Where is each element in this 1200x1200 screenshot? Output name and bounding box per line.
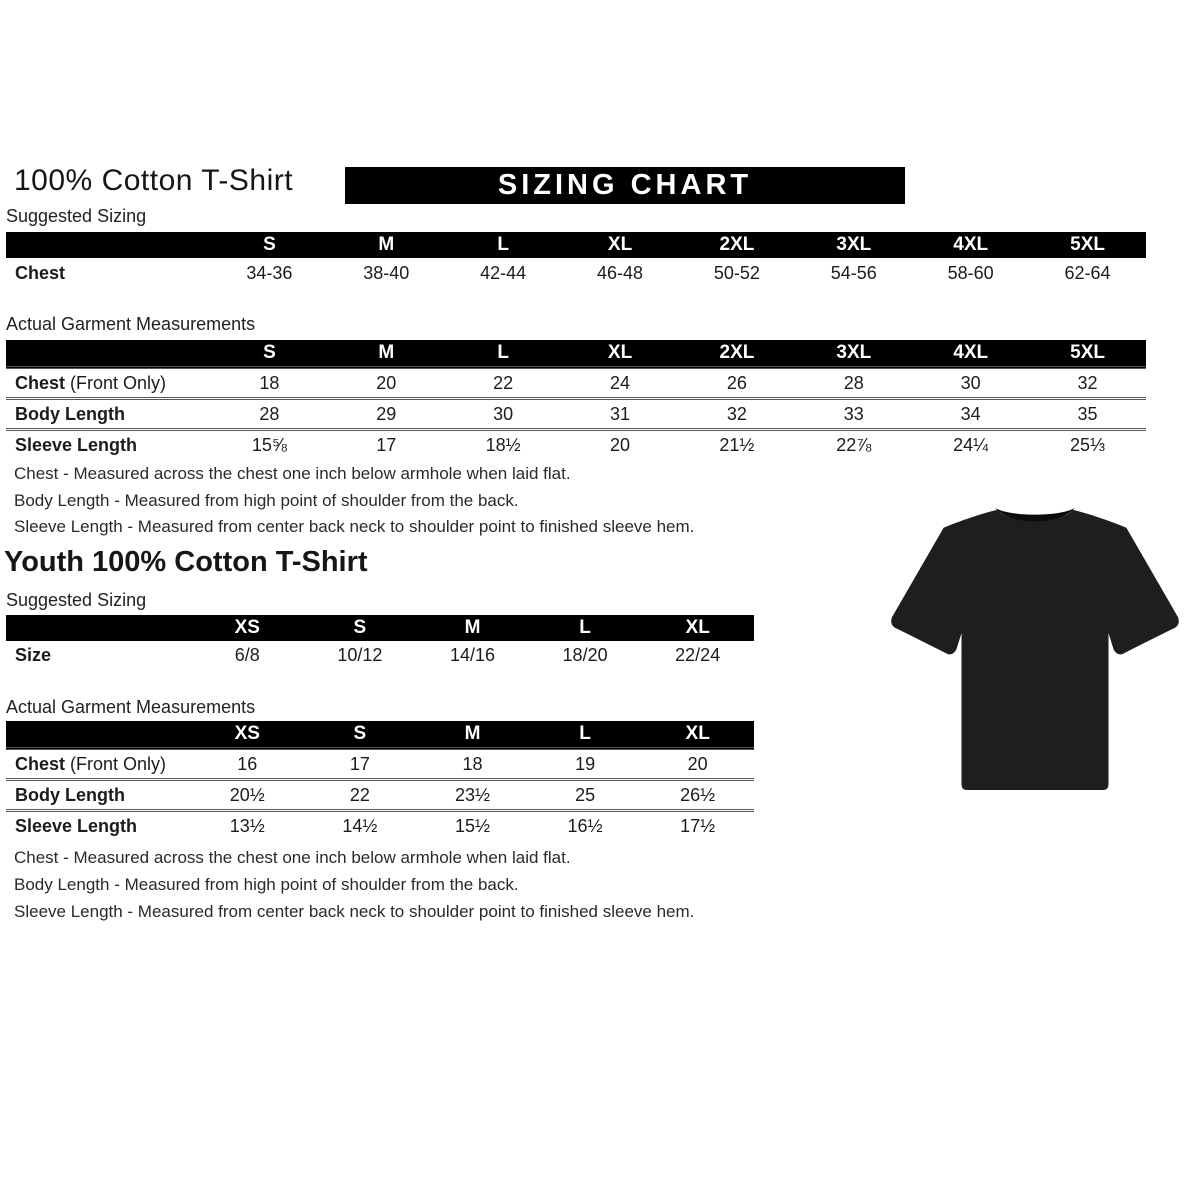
row-label: Chest (15, 262, 66, 283)
size-header-row (6, 721, 754, 749)
header-corner-cell (6, 232, 211, 258)
measurement-cell: 19 (529, 749, 642, 780)
size-column-header-3xl: 3XL (795, 232, 912, 258)
measurement-cell: 14/16 (449, 645, 495, 665)
black-tshirt-image (886, 490, 1184, 802)
size-column-header-xl: XL (641, 721, 754, 749)
measurement-cell: 22 (304, 780, 417, 811)
measurement-cell: 22/24 (675, 645, 721, 665)
measurement-row (6, 811, 754, 841)
measurement-cell: 26½ (641, 780, 754, 811)
measurement-cell: 6/8 (234, 645, 260, 665)
size-column-header-l: L (529, 615, 642, 641)
note-sleeve-length: Sleeve Length - Measured from center back neck to shoulder point to finished sleeve hem. (14, 902, 695, 921)
measurement-cell: 25⅓ (1029, 430, 1146, 460)
measurement-cell: 18 (211, 368, 328, 399)
measurement-cell: 28 (795, 368, 912, 399)
row-label: Chest (Front Only) (6, 749, 191, 780)
row-label: Size (15, 645, 52, 665)
measurement-cell: 26 (679, 368, 796, 399)
measurement-cell: 17½ (641, 811, 754, 841)
row-label: Chest (Front Only) (6, 368, 211, 399)
note-sleeve-length: Sleeve Length - Measured from center back neck to shoulder point to finished sleeve hem. (14, 517, 695, 536)
size-column-header-s: S (304, 721, 417, 749)
measurement-row (6, 749, 754, 780)
measurement-cell: 20 (641, 749, 754, 780)
row-label: Body Length (6, 780, 191, 811)
youth-actual-measurements-table (6, 721, 754, 840)
measurement-cell: 20 (562, 430, 679, 460)
measurement-row (6, 780, 754, 811)
youth-measurement-notes (14, 844, 694, 925)
size-column-header-l: L (445, 340, 562, 368)
measurement-row (6, 258, 1146, 288)
measurement-cell: 18½ (445, 430, 562, 460)
measurement-row (6, 368, 1146, 399)
measurement-cell: 24 (562, 368, 679, 399)
row-label: Sleeve Length (6, 811, 191, 841)
size-column-header-s: S (211, 232, 328, 258)
size-column-header-s: S (304, 615, 417, 641)
youth-section-title: Youth 100% Cotton T-Shirt (4, 546, 368, 578)
measurement-cell: 20½ (191, 780, 304, 811)
measurement-cell: 15½ (416, 811, 529, 841)
sizing-chart-banner: SIZING CHART (345, 167, 905, 204)
size-column-header-m: M (328, 340, 445, 368)
measurement-cell: 18 (416, 749, 529, 780)
adult-actual-measurements-table (6, 340, 1146, 459)
size-column-header-l: L (445, 232, 562, 258)
measurement-cell: 62-64 (1064, 262, 1111, 283)
measurement-cell: 17 (304, 749, 417, 780)
measurement-cell: 15⅝ (211, 430, 328, 460)
measurement-cell: 54-56 (830, 262, 877, 283)
measurement-cell: 25 (529, 780, 642, 811)
measurement-cell: 30 (912, 368, 1029, 399)
measurement-cell: 18/20 (562, 645, 608, 665)
size-header-row (6, 340, 1146, 368)
size-column-header-5xl: 5XL (1029, 232, 1146, 258)
measurement-cell: 20 (328, 368, 445, 399)
measurement-cell: 16 (191, 749, 304, 780)
measurement-cell: 58-60 (947, 262, 994, 283)
size-column-header-xs: XS (191, 615, 304, 641)
measurement-cell: 23½ (416, 780, 529, 811)
note-chest: Chest - Measured across the chest one inch below armhole when laid flat. (14, 848, 571, 867)
header-corner-cell (6, 615, 191, 641)
measurement-cell: 22 (445, 368, 562, 399)
size-column-header-2xl: 2XL (679, 232, 796, 258)
youth-suggested-sizing-label: Suggested Sizing (6, 590, 147, 610)
measurement-cell: 32 (1029, 368, 1146, 399)
header-corner-cell (6, 340, 211, 368)
size-column-header-xl: XL (641, 615, 754, 641)
adult-section-title: 100% Cotton T-Shirt (14, 164, 294, 197)
header-corner-cell (6, 721, 191, 749)
size-column-header-s: S (211, 340, 328, 368)
measurement-cell: 10/12 (337, 645, 383, 665)
adult-measurement-notes (14, 461, 694, 541)
note-body-length: Body Length - Measured from high point of shoulder from the back. (14, 875, 519, 894)
size-column-header-4xl: 4XL (912, 232, 1029, 258)
note-chest: Chest - Measured across the chest one inch below armhole when laid flat. (14, 464, 571, 483)
measurement-cell: 34-36 (246, 262, 293, 283)
size-header-row (6, 232, 1146, 258)
adult-suggested-sizing-table (6, 232, 1146, 288)
note-body-length: Body Length - Measured from high point of shoulder from the back. (14, 490, 519, 510)
size-column-header-m: M (328, 232, 445, 258)
size-header-row (6, 615, 754, 641)
measurement-cell: 34 (912, 399, 1029, 430)
size-column-header-xl: XL (562, 232, 679, 258)
measurement-row (6, 641, 754, 670)
size-column-header-4xl: 4XL (912, 340, 1029, 368)
measurement-row (6, 430, 1146, 460)
measurement-cell: 17 (328, 430, 445, 460)
youth-actual-measurements-label: Actual Garment Measurements (6, 697, 256, 717)
adult-actual-measurements-label: Actual Garment Measurements (6, 314, 256, 334)
measurement-cell: 21½ (679, 430, 796, 460)
size-column-header-xl: XL (562, 340, 679, 368)
tshirt-body-shape (891, 510, 1179, 790)
measurement-cell: 38-40 (363, 262, 410, 283)
measurement-cell: 32 (679, 399, 796, 430)
measurement-cell: 46-48 (597, 262, 644, 283)
measurement-cell: 29 (328, 399, 445, 430)
size-column-header-xs: XS (191, 721, 304, 749)
measurement-cell: 22⅞ (795, 430, 912, 460)
measurement-cell: 13½ (191, 811, 304, 841)
measurement-cell: 14½ (304, 811, 417, 841)
measurement-cell: 30 (445, 399, 562, 430)
size-column-header-m: M (416, 721, 529, 749)
measurement-cell: 35 (1029, 399, 1146, 430)
measurement-row (6, 399, 1146, 430)
size-column-header-m: M (416, 615, 529, 641)
adult-suggested-sizing-label: Suggested Sizing (6, 206, 147, 226)
size-column-header-3xl: 3XL (795, 340, 912, 368)
measurement-cell: 50-52 (713, 262, 760, 283)
measurement-cell: 16½ (529, 811, 642, 841)
measurement-cell: 24¼ (912, 430, 1029, 460)
measurement-cell: 28 (211, 399, 328, 430)
measurement-cell: 31 (562, 399, 679, 430)
measurement-cell: 42-44 (480, 262, 527, 283)
measurement-cell: 33 (795, 399, 912, 430)
youth-suggested-sizing-table (6, 615, 754, 670)
size-column-header-l: L (529, 721, 642, 749)
row-label: Sleeve Length (6, 430, 211, 460)
row-label: Body Length (6, 399, 211, 430)
size-column-header-5xl: 5XL (1029, 340, 1146, 368)
size-column-header-2xl: 2XL (679, 340, 796, 368)
